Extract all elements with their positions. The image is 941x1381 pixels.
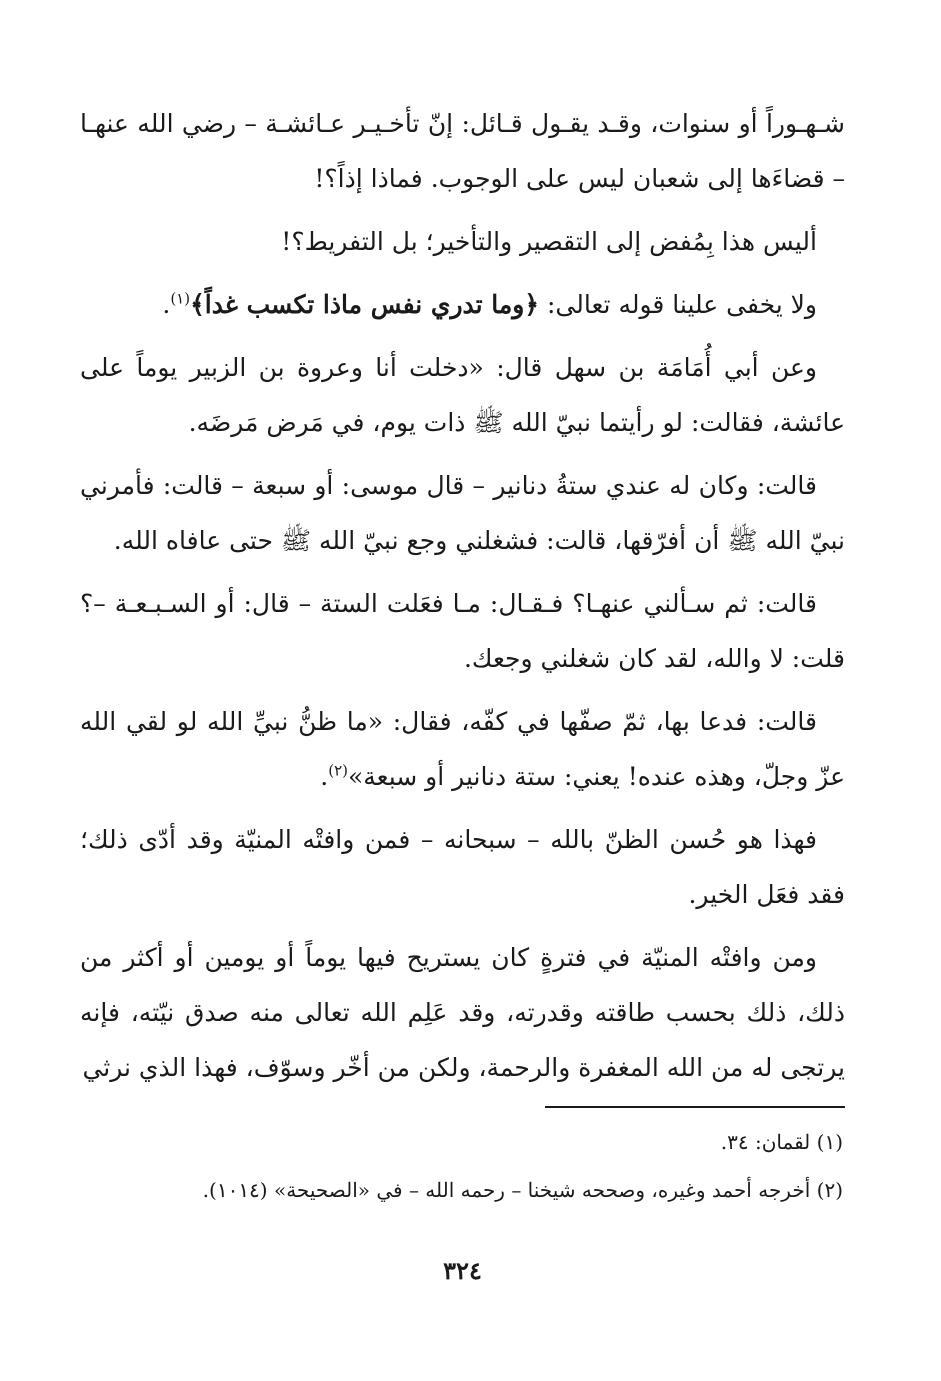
paragraph-5: قالت: وكان له عندي ستةُ دنانير – قال موسى: أو سبعة – قالت: فأمرني نبيّ الله ﷺ أن أفرّقها، قالت: فشغلني وجع نبيّ الله ﷺ حتى عافاه الله.	[80, 471, 845, 555]
paragraph-3-end: .	[162, 290, 171, 319]
paragraph-3-intro: ولا يخفى علينا قوله تعالى:	[539, 290, 817, 319]
paragraph-8: فهذا هو حُسن الظنّ بالله – سبحانه – فمن وافتْه المنيّة وقد أدّى ذلك؛ فقد فعَل الخير.	[80, 825, 845, 909]
page-number: ٣٢٤	[443, 1256, 482, 1285]
paragraph-9: ومن وافتْه المنيّة في فترةٍ كان يستريح فيها يوماً أو يومين أو أكثر من ذلك، ذلك بحسب طاقته وقدرته، وقد عَلِم الله تعالى منه صدق نيّته، فإنه يرتجى له من الله المغفرة والرحمة، ولكن من أخّر وسوّف، فهذا الذي نرثي	[80, 943, 845, 1082]
footnote-divider	[545, 1106, 845, 1108]
paragraph-7	[80, 694, 845, 804]
book-page	[80, 96, 845, 1321]
paragraph-7-end: .	[320, 762, 329, 791]
paragraph-1: شـهـوراً أو سنوات، وقـد يقـول قـائل: إنّ تأخـيـر عـائشـة – رضي الله عنهـا – قضاءَها إلى شعبان ليس على الوجوب. فماذا إذاً؟!	[80, 109, 845, 193]
paragraph-4: وعن أبي أُمَامَة بن سهل قال: «دخلت أنا وعروة بن الزبير يوماً على عائشة، فقالت: لو رأيتما نبيّ الله ﷺ ذات يوم، في مَرض مَرضَه.	[80, 353, 845, 437]
footnote-1: (١) لقمان: ٣٤.	[720, 1130, 843, 1154]
paragraph-3	[80, 277, 845, 332]
footnote-2: (٢) أخرجه أحمد وغيره، وصححه شيخنا – رحمه الله – في «الصحيحة» (١٠١٤).	[202, 1178, 843, 1202]
footnote-ref-2: (٢)	[328, 761, 348, 780]
main-text	[80, 96, 845, 1095]
paragraph-7-text: قالت: فدعا بها، ثمّ صفّها في كفّه، فقال: «ما ظنُّ نبيِّ الله لو لقي الله عزّ وجلّ، وهذه عنده! يعني: ستة دنانير أو سبعة»	[80, 707, 845, 791]
footnotes	[80, 1118, 845, 1214]
paragraph-6: قالت: ثم سـألني عنهـا؟ فـقـال: مـا فعَلت الستة – قال: أو السـبـعـة –؟ قلت: لا والله، لقد كان شغلني وجعك.	[80, 589, 845, 673]
paragraph-2: أليس هذا بِمُفض إلى التقصير والتأخير؛ بل التفريط؟!	[281, 227, 817, 256]
footnote-ref-1: (١)	[170, 289, 191, 308]
quran-verse: ﴿وما تدري نفس ماذا تكسب غداً﴾	[190, 290, 540, 319]
